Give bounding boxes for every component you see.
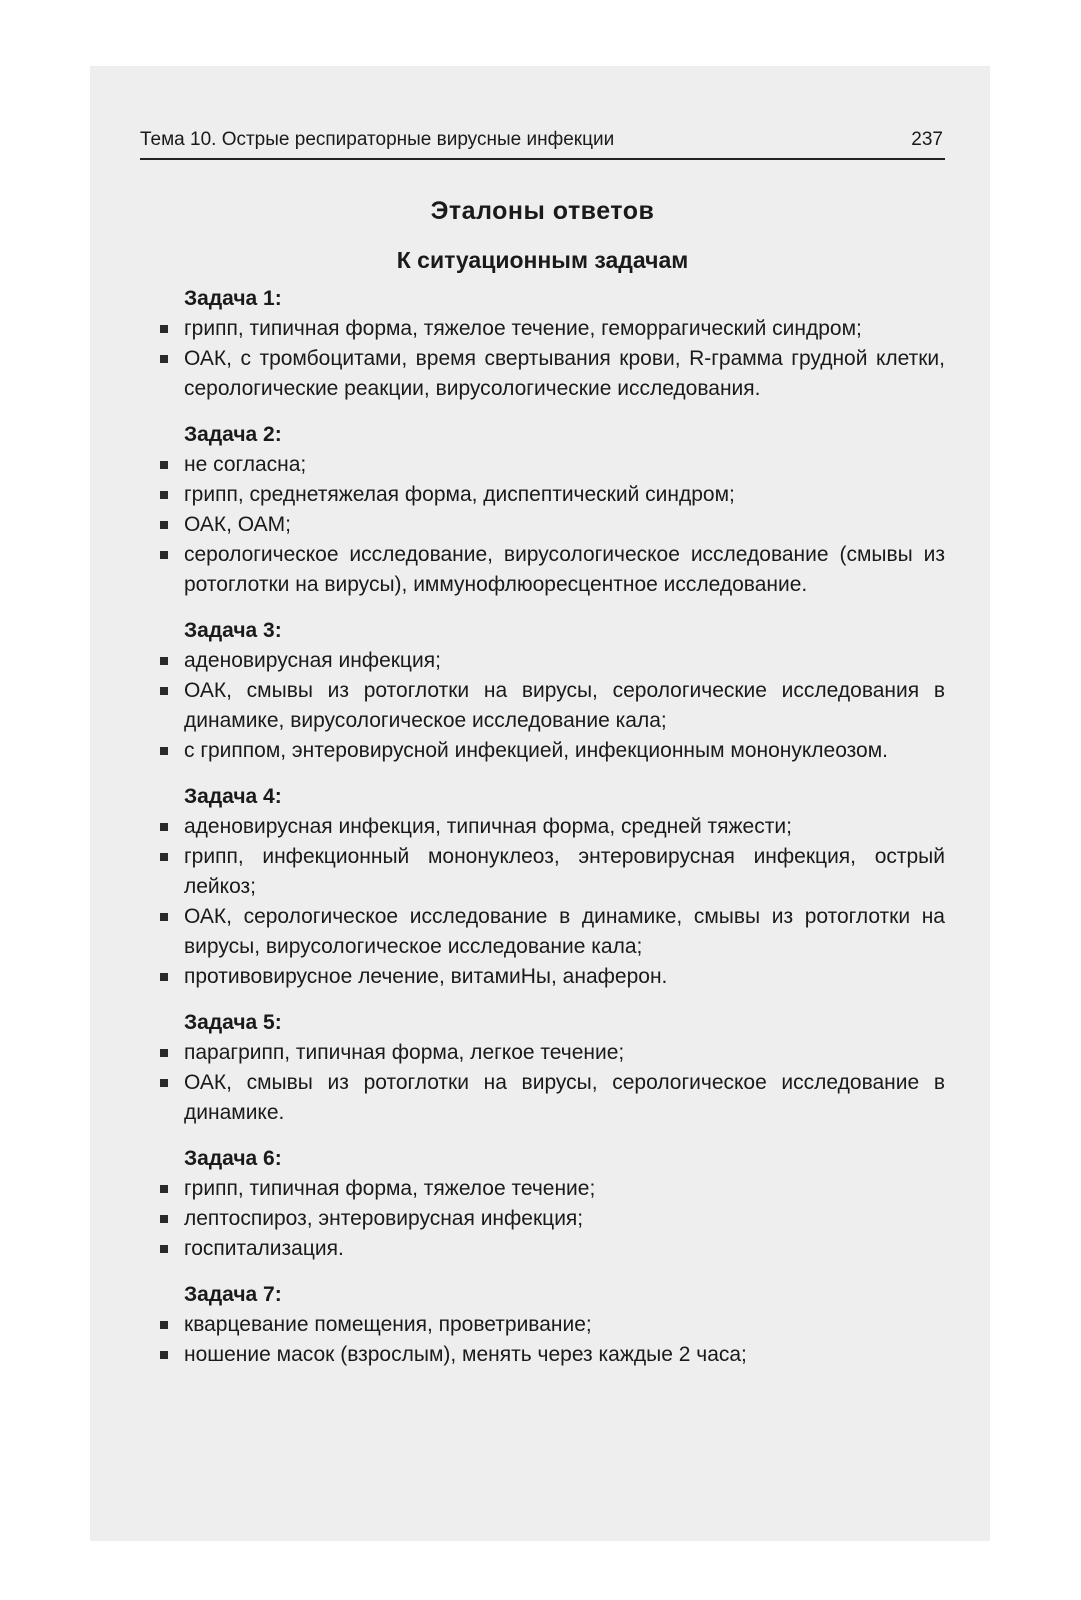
answer-text: не согласна; xyxy=(184,453,307,476)
square-bullet-icon xyxy=(160,1321,168,1329)
answer-item xyxy=(140,812,945,842)
answer-item xyxy=(140,962,945,992)
answer-item xyxy=(140,314,945,344)
answer-text: кварцевание помещения, проветривание; xyxy=(184,1313,592,1336)
answer-text: грипп, типичная форма, тяжелое течение, геморрагический синдром; xyxy=(184,317,862,340)
answer-item xyxy=(140,540,945,600)
square-bullet-icon xyxy=(160,1351,168,1359)
answer-text: грипп, инфекционный мононуклеоз, энтеровирусная инфекция, острый лейкоз; xyxy=(184,845,945,898)
answer-text: парагрипп, типичная форма, легкое течение; xyxy=(184,1041,625,1064)
answer-text: серологическое исследование, вирусологическое исследование (смывы из ротоглотки на вирусы), иммунофлюоресцентное исследование. xyxy=(184,543,945,596)
answer-text: ОАК, серологическое исследование в динамике, смывы из ротоглотки на вирусы, вирусологическое исследование кала; xyxy=(184,905,945,958)
answer-text: госпитализация. xyxy=(184,1237,344,1260)
answer-item xyxy=(140,676,945,736)
task-heading: Задача 2: xyxy=(184,423,282,446)
answer-list xyxy=(140,646,945,766)
task-heading: Задача 4: xyxy=(184,785,282,808)
task-heading: Задача 3: xyxy=(184,619,282,642)
square-bullet-icon xyxy=(160,521,168,529)
task-block xyxy=(140,1008,945,1128)
square-bullet-icon xyxy=(160,913,168,921)
square-bullet-icon xyxy=(160,747,168,755)
answer-list xyxy=(140,314,945,404)
task-block xyxy=(140,616,945,766)
square-bullet-icon xyxy=(160,853,168,861)
answer-text: грипп, типичная форма, тяжелое течение; xyxy=(184,1177,596,1200)
chapter-title: Тема 10. Острые респираторные вирусные инфекции xyxy=(140,129,615,150)
task-block xyxy=(140,1280,945,1370)
answer-text: лептоспироз, энтеровирусная инфекция; xyxy=(184,1207,584,1230)
answer-text: грипп, среднетяжелая форма, диспептический синдром; xyxy=(184,483,735,506)
square-bullet-icon xyxy=(160,355,168,363)
square-bullet-icon xyxy=(160,1215,168,1223)
task-heading: Задача 6: xyxy=(184,1147,282,1170)
answer-item xyxy=(140,1038,945,1068)
answer-list xyxy=(140,450,945,600)
task-block xyxy=(140,1144,945,1264)
square-bullet-icon xyxy=(160,1049,168,1057)
answer-item xyxy=(140,510,945,540)
running-header xyxy=(140,128,945,160)
task-heading: Задача 7: xyxy=(184,1283,282,1306)
answer-list xyxy=(140,1174,945,1264)
answer-item xyxy=(140,480,945,510)
task-block xyxy=(140,782,945,992)
answer-item xyxy=(140,736,945,766)
book-page xyxy=(140,128,945,1370)
task-block xyxy=(140,284,945,404)
answer-item xyxy=(140,902,945,962)
section-title: Эталоны ответов xyxy=(430,197,655,225)
square-bullet-icon xyxy=(160,973,168,981)
answer-text: ОАК, смывы из ротоглотки на вирусы, серологические исследования в динамике, вирусологическое исследование кала; xyxy=(184,679,945,732)
task-heading: Задача 5: xyxy=(184,1011,282,1034)
answer-item xyxy=(140,344,945,404)
task-list xyxy=(140,284,945,1370)
answer-list xyxy=(140,1310,945,1370)
answer-text: ОАК, с тромбоцитами, время свертывания крови, R-грамма грудной клетки, серологические реакции, вирусологические исследования. xyxy=(184,347,945,400)
task-heading: Задача 1: xyxy=(184,287,282,310)
answer-item xyxy=(140,1174,945,1204)
answer-text: противовирусное лечение, витамиНы, анаферон. xyxy=(184,965,668,988)
square-bullet-icon xyxy=(160,687,168,695)
answer-item xyxy=(140,1340,945,1370)
answer-text: с гриппом, энтеровирусной инфекцией, инфекционным мононуклеозом. xyxy=(184,739,889,762)
answer-text: ношение масок (взрослым), менять через каждые 2 часа; xyxy=(184,1343,747,1366)
square-bullet-icon xyxy=(160,657,168,665)
answer-item xyxy=(140,1068,945,1128)
square-bullet-icon xyxy=(160,491,168,499)
answer-text: аденовирусная инфекция, типичная форма, средней тяжести; xyxy=(184,815,792,838)
square-bullet-icon xyxy=(160,1079,168,1087)
answer-item xyxy=(140,1234,945,1264)
answer-text: ОАК, смывы из ротоглотки на вирусы, серологическое исследование в динамике. xyxy=(184,1071,945,1124)
answer-list xyxy=(140,812,945,992)
square-bullet-icon xyxy=(160,325,168,333)
answer-item xyxy=(140,1310,945,1340)
answer-text: ОАК, ОАМ; xyxy=(184,513,291,536)
answer-item xyxy=(140,1204,945,1234)
square-bullet-icon xyxy=(160,551,168,559)
square-bullet-icon xyxy=(160,461,168,469)
page-number: 237 xyxy=(911,129,943,150)
answer-item xyxy=(140,646,945,676)
answer-text: аденовирусная инфекция; xyxy=(184,649,441,672)
square-bullet-icon xyxy=(160,823,168,831)
square-bullet-icon xyxy=(160,1185,168,1193)
answer-item xyxy=(140,450,945,480)
section-subtitle: К ситуационным задачам xyxy=(396,247,689,273)
answer-list xyxy=(140,1038,945,1128)
square-bullet-icon xyxy=(160,1245,168,1253)
answer-item xyxy=(140,842,945,902)
task-block xyxy=(140,420,945,600)
